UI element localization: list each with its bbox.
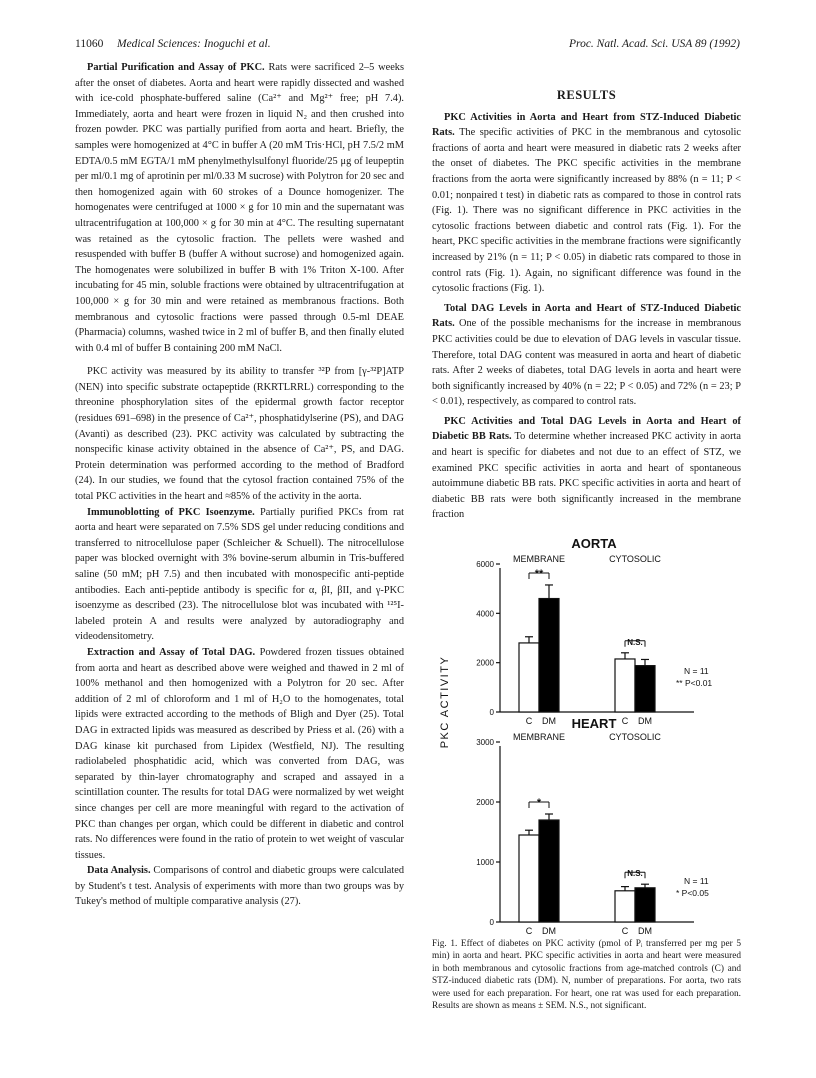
left-column bbox=[75, 60, 404, 910]
heading-results-dag: Total DAG Levels in Aorta and Heart of STZ-Induced Diabetic Rats. bbox=[432, 302, 741, 330]
right-column bbox=[432, 60, 741, 523]
aorta-significance-mark: ** bbox=[534, 567, 544, 580]
journal-citation: Proc. Natl. Acad. Sci. USA 89 (1992) bbox=[569, 38, 740, 50]
aorta-y-tick-label: 0 bbox=[489, 708, 494, 717]
body-results-stz: The specific activities of PKC in the membranous and cytosolic fractions of aorta and heart were measured in diabetic rats 2 weeks after the onset of diabetes. The PKC specific activities in the membrane fractions from the aorta were significantly increased by 88% (n = 11; P < 0.01; nonpaired t test) in diabetic rats as compared to those in control rats (Fig. 1). There was no significant difference in PKC activities in the cytosolic fractions between diabetic and control rats (Fig. 1). For the heart, PKC specific activities in the membrane fractions were significantly increased by 21% (n = 11; P < 0.05) in diabetic rats compared to those in control rats (Fig. 1). Again, no significant difference was found in the cytosolic fractions (Fig. 1). bbox=[432, 127, 741, 295]
body-dag: Powdered frozen tissues obtained from aorta and heart as described above were weighed and thawed in 2 ml of 100% methanol and then homogenized with a Polytron for 20 sec. After addition of 2 ml of chloroform and 1 ml of H₂O to the homogenates, total lipids were extracted according to the methods of Bligh and Dyer (25). Total DAG in extracted lipids was measured as described by Priess et al. (26) with a DAG kinase kit purchased from Lipidex (Westfield, NJ). The resulting radiolabeled phosphatidic acid, which was converted from DAG, was separated by thin-layer chromatography and scraped and assayed in a scintillation counter. The results for total DAG were normalized by wet weight since changes per cell are more meaningful with regard to the activation of PKC than changes per organ, which could be different in diabetic and control rats. No differences were found in the ratio of protein to wet weight of vascular tissues. bbox=[75, 646, 404, 861]
paragraph-results-dag bbox=[432, 301, 741, 410]
aorta-y-tick-label: 6000 bbox=[476, 560, 494, 569]
heart-group-label-membrane: MEMBRANE bbox=[512, 732, 566, 742]
heart-title: HEART bbox=[571, 716, 617, 731]
paragraph-dag bbox=[75, 645, 404, 863]
running-title: Medical Sciences: Inoguchi et al. bbox=[117, 38, 271, 50]
aorta-significance-mark: N.S. bbox=[627, 637, 643, 647]
pkc-activity-chart bbox=[432, 522, 741, 936]
heart-significance-mark: N.S. bbox=[627, 869, 643, 879]
body-results-dag: One of the possible mechanisms for the increase in membranous PKC activities could be due to elevation of DAG levels in vascular tissue. Therefore, total DAG content was measured in aorta and heart of diabetic rats. After 2 weeks of diabetes, total DAG levels in aorta and heart were both significantly increased by 40% (n = 22; P < 0.05) and 72% (n = 23; P < 0.01), respectively, as compared to control rats. bbox=[432, 318, 741, 408]
heart-y-tick-label: 2000 bbox=[476, 798, 494, 807]
heart-n-label: N = 11 bbox=[684, 876, 709, 886]
aorta-category-label: DM bbox=[638, 716, 652, 726]
aorta-category-label: C bbox=[621, 716, 629, 726]
body-immunoblot: Partially purified PKCs from rat aorta and heart were separated on 7.5% SDS gel under reducing conditions and transferred to nitrocellulose paper (Schleicher & Schuell). The nitrocellulose paper was blocked overnight with 3% bovine-serum albumin in Tris-buffered saline (50 mM; pH 7.5) and then incubated with monospecific anti-peptide antibodies. Each anti-peptide antibody is specific for α, βI, βII, and γ-PKC isoenzyme as described (23). The nitrocellulose blot was incubated with ¹²⁵I-labeled protein A and results were analyzed by autoradiography and videodensitometry. bbox=[75, 506, 404, 643]
paragraph-results-bb bbox=[432, 414, 741, 523]
heart-category-label: C bbox=[525, 926, 533, 936]
body-purification: Rats were sacrificed 2–5 weeks after the onset of diabetes. Aorta and heart were rapidly dissected and washed with ice-cold phosphate-buffered saline (Ca²⁺ and Mg²⁺ free; pH 7.4). Immediately, aorta and heart were frozen in liquid N₂ and then crushed into frozen powder. PKC was partially purified from aorta and heart. Briefly, the samples were homogenized at 4°C in buffer A (20 mM Tris·HCl, pH 7.5/2 mM EDTA/0.5 mM EGTA/1 mM phenylmethylsulfonyl fluoride/25 μg of leupeptin per ml/0.1 mg of aprotinin per ml/0.33 M sucrose) with Polytron for 20 sec and then homogenized again with 60 strokes of a Dounce homogenizer. The homogenates were centrifuged at 1000 × g for 10 min and the supernatant was ultracentrifugation at 100,000 × g for 30 min at 4°C. The resulting supernatant was retained as the cytosolic fraction. The pellets were washed and resuspended with buffer B (buffer A without sucrose) and homogenized again. The homogenates were solubilized in buffer B with 1% Triton X-100. After incubating for 45 min, soluble fractions were obtained by ultracentrifugation at 100,000 × g for 30 min and were retained as membranous fractions. Both membranous and cytosolic fractions were passed through 0.5-ml DEAE (Pharmacia) columns, washed twice in 2 ml of buffer B, and then finally eluted with 0.4 ml of buffer B containing 200 mM NaCl. bbox=[75, 62, 404, 354]
results-title: RESULTS bbox=[556, 88, 617, 102]
heart-y-tick-label: 0 bbox=[489, 918, 494, 927]
aorta-group-label-cytosolic: CYTOSOLIC bbox=[609, 554, 661, 564]
y-axis-label: PKC ACTIVITY bbox=[439, 655, 451, 749]
aorta-bar-diabetic bbox=[539, 599, 559, 712]
heading-dag: Extraction and Assay of Total DAG. bbox=[87, 646, 256, 658]
paragraph-results-stz bbox=[432, 110, 741, 297]
heart-p-label: * P<0.05 bbox=[676, 888, 709, 898]
paragraph-purification bbox=[75, 60, 404, 356]
heart-category-label: DM bbox=[542, 926, 556, 936]
figure-caption: Fig. 1. Effect of diabetes on PKC activity (pmol of Pᵢ transferred per mg per 5 min) in aorta and heart. PKC specific activities in aorta and heart were measured in both membranous and cytosolic fractions from age-matched controls (C) and STZ-induced diabetic rats (DM). N, number of preparations. For aorta, two rats were used for each preparation. For heart, one rat was used for each preparation. Results are shown as means ± SEM. N.S., not significant. bbox=[432, 939, 741, 1012]
heading-data-analysis: Data Analysis. bbox=[87, 865, 151, 877]
body-data-analysis: Comparisons of control and diabetic groups were calculated by Student's t test. Analysis of experiments with more than two groups was by Tukey's method of multiple comparative analysis (27). bbox=[75, 865, 404, 908]
heart-bar-control bbox=[519, 835, 539, 922]
figure-1 bbox=[432, 522, 741, 936]
aorta-title: AORTA bbox=[571, 536, 617, 551]
aorta-y-tick-label: 4000 bbox=[476, 609, 494, 619]
aorta-y-tick-label: 2000 bbox=[476, 658, 494, 668]
body-pkc-assay: PKC activity was measured by its ability to transfer ³²P from [γ-³²P]ATP (NEN) into specific substrate octapeptide (RKRTLRRL) corresponding to the threonine phosphorylation sites of the epidermal growth factor receptor (residues 691–698) in the presence of Ca²⁺, phosphatidylserine (PS), and DAG (Avanti) as described (23). PKC activity was calculated by subtracting the nonspecific kinase activity obtained in the absence of Ca²⁺, PS, and DAG. Protein determination was performed according to the method of Bradford (24). In our studies, we found that the cytosol fraction contained 75% of the total PKC activities in the heart and ≈85% of the activity in the aorta. bbox=[75, 366, 404, 503]
body-results-bb: To determine whether increased PKC activity in aorta and heart is specific for diabetes and not due to an effect of STZ, we examined PKC specific activities in aorta and heart of spontaneous autoimmune diabetic BB rats. PKC specific activities in aorta and heart of diabetic BB rats were both significantly increased in the membrane fraction bbox=[432, 431, 741, 521]
paragraph-pkc-assay bbox=[75, 364, 404, 504]
aorta-bar-control bbox=[519, 643, 539, 712]
page-number: 11060 bbox=[75, 38, 104, 50]
paragraph-data-analysis bbox=[75, 863, 404, 910]
heart-y-tick-label: 1000 bbox=[476, 858, 494, 867]
heading-results-stz: PKC Activities in Aorta and Heart from STZ-Induced Diabetic Rats. bbox=[432, 111, 741, 139]
aorta-category-label: DM bbox=[542, 716, 556, 726]
heart-significance-mark: * bbox=[536, 797, 542, 809]
heart-y-tick-label: 3000 bbox=[476, 738, 494, 747]
aorta-category-label: C bbox=[525, 716, 533, 726]
aorta-n-label: N = 11 bbox=[684, 666, 709, 676]
paragraph-immunoblot bbox=[75, 505, 404, 645]
heart-bar-diabetic bbox=[539, 820, 559, 922]
aorta-group-label-membrane: MEMBRANE bbox=[512, 554, 566, 564]
heart-group-label-cytosolic: CYTOSOLIC bbox=[609, 732, 661, 742]
heart-category-label: C bbox=[621, 926, 629, 936]
aorta-bar-diabetic bbox=[635, 666, 655, 712]
heart-bar-control bbox=[615, 891, 635, 922]
heading-results-bb: PKC Activities and Total DAG Levels in Aorta and Heart of Diabetic BB Rats. bbox=[432, 415, 741, 443]
heart-category-label: DM bbox=[638, 926, 652, 936]
page-header bbox=[75, 38, 740, 54]
aorta-bar-control bbox=[615, 659, 635, 712]
heading-purification: Partial Purification and Assay of PKC. bbox=[87, 62, 265, 73]
heading-immunoblot: Immunoblotting of PKC Isoenzyme. bbox=[87, 506, 255, 518]
heart-bar-diabetic bbox=[635, 888, 655, 922]
aorta-p-label: ** P<0.01 bbox=[676, 678, 713, 688]
